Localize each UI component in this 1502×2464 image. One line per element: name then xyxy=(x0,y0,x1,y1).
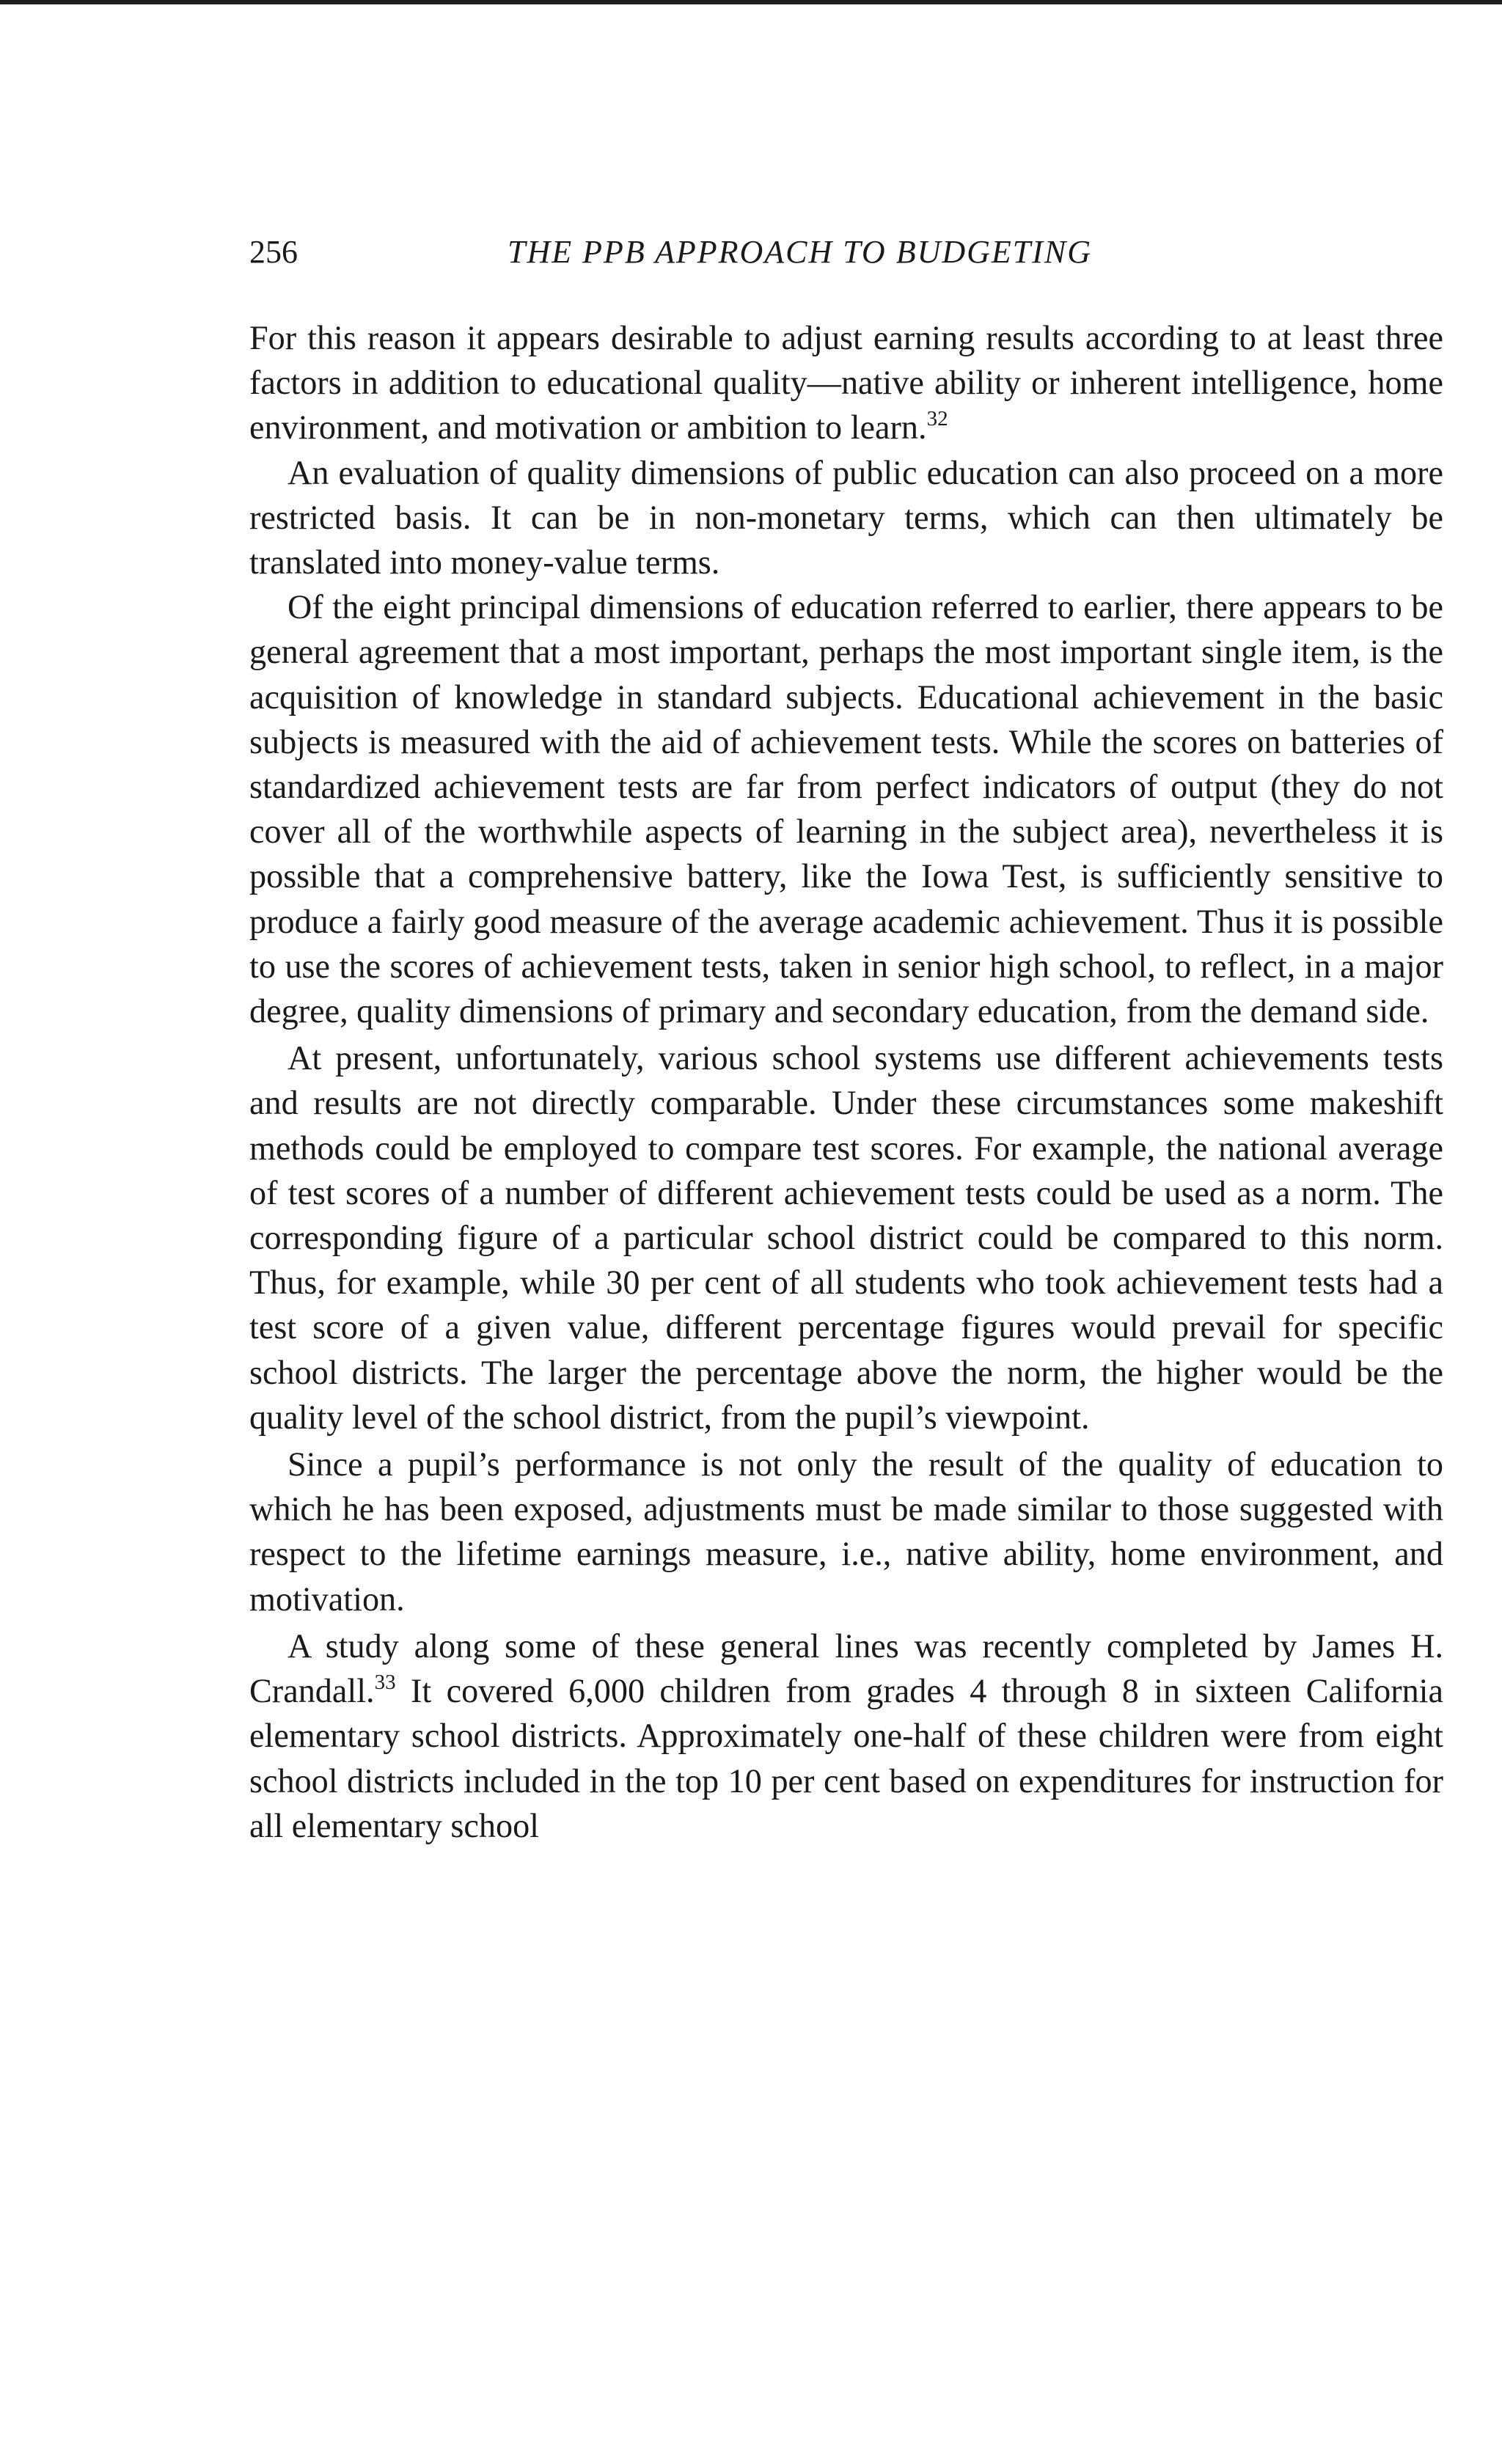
paragraph-6-text-after: It covered 6,000 children from grades 4 through 8 in sixteen California elementary school districts. Approximately one-half of these children were from eight school districts included in the top 10 per cent based on expenditures for instruction for all elementary school xyxy=(249,1672,1443,1844)
paragraph-1 xyxy=(249,315,1443,450)
paragraph-5-text: Since a pupil’s performance is not only the result of the quality of education to which he has been exposed, adjustments must be made similar to those suggested with respect to the lifetime earnings measure, i.e., native ability, home environment, and motivation. xyxy=(249,1445,1443,1618)
paragraph-3-text: Of the eight principal dimensions of education referred to earlier, there appears to be general agreement that a most important, perhaps the most important single item, is the acquisition of knowledge in standard subjects. Educational achievement in the basic subjects is measured with the aid of achievement tests. While the scores on batteries of standardized achievement tests are far from perfect indicators of output (they do not cover all of the worthwhile aspects of learning in the subject area), nevertheless it is possible that a comprehensive battery, like the Iowa Test, is sufficiently sensitive to produce a fairly good measure of the average academic achievement. Thus it is possible to use the scores of achievement tests, taken in senior high school, to reflect, in a major degree, quality dimensions of primary and secondary education, from the demand side. xyxy=(249,588,1443,1030)
paragraph-6-text-before: A study along some of these general lines was recently completed by James H. Crandall. xyxy=(249,1627,1443,1710)
paragraph-2-text: An evaluation of quality dimensions of public education can also proceed on a more restricted basis. It can be in non-monetary terms, which can then ultimately be translated into money-value terms. xyxy=(249,453,1443,582)
footnote-ref-32: 32 xyxy=(926,407,948,431)
paragraph-4 xyxy=(249,1035,1443,1440)
top-border-rule xyxy=(0,0,1502,4)
running-head xyxy=(249,233,1443,285)
book-page xyxy=(249,233,1443,1848)
running-title: THE PPB APPROACH TO BUDGETING xyxy=(508,234,1093,270)
paragraph-3 xyxy=(249,584,1443,1033)
paragraph-5 xyxy=(249,1442,1443,1621)
paragraph-4-text: At present, unfortunately, various school systems use different achievements tests and results are not directly comparable. Under these circumstances some makeshift methods could be employed to compare test scores. For example, the national average of test scores of a number of different achievement tests could be used as a norm. The corresponding figure of a particular school district could be compared to this norm. Thus, for example, while 30 per cent of all students who took achievement tests had a test score of a given value, different percentage figures would prevail for specific school districts. The larger the percentage above the norm, the higher would be the quality level of the school district, from the pupil’s viewpoint. xyxy=(249,1039,1443,1436)
page-number: 256 xyxy=(249,234,298,270)
paragraph-6 xyxy=(249,1624,1443,1848)
paragraph-2 xyxy=(249,450,1443,585)
paragraph-1-text: For this reason it appears desirable to adjust earning results according to at least three factors in addition to educational quality—native ability or inherent intelligence, home environment, and motivation or ambition to learn. xyxy=(249,319,1443,447)
footnote-ref-33: 33 xyxy=(374,1671,396,1695)
